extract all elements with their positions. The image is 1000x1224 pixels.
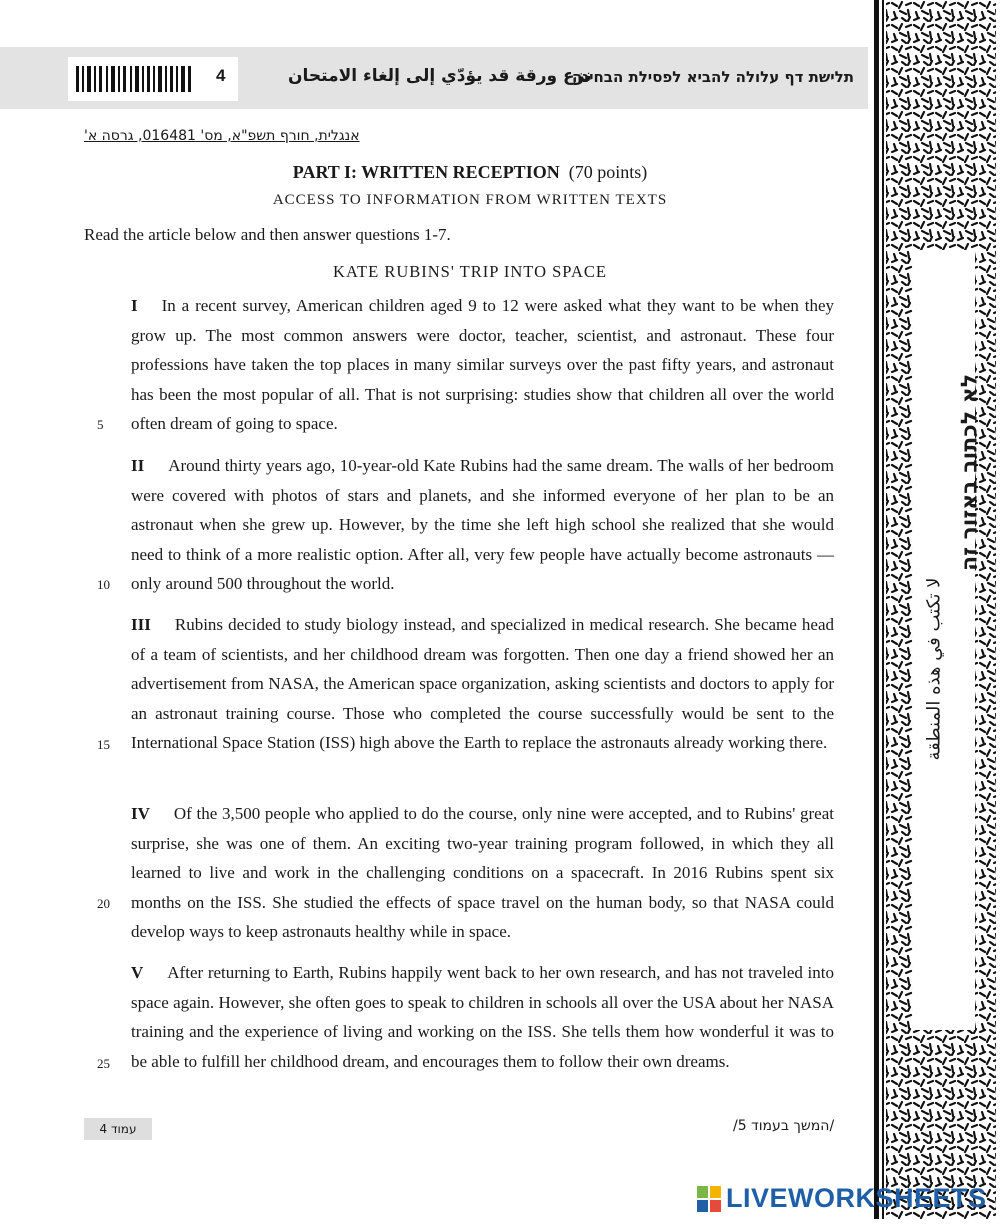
line-number: 20 [97,896,110,911]
part-title-main: PART I: WRITTEN RECEPTION [292,162,560,182]
line-number: 25 [97,1056,110,1071]
paragraph-number: V [131,963,144,982]
paragraph-number: IV [131,804,150,823]
part-title-points: (70 points) [568,162,648,182]
paragraph-number: I [131,296,138,315]
paragraph-number: III [131,615,151,634]
paragraph-text: After returning to Earth, Rubins happily went back to her own research, and has not traveled into space again. However, she often goes to speak to children in schools all over the USA about her NASA training and the experience of living and working on the ISS. She tells them how wonderful it was to be able to fulfill her childhood dream, and encourages them to follow their own dreams. [131,963,834,1071]
footer-page-tag: עמוד 4 [84,1118,152,1140]
paragraph-3 [131,610,834,758]
paragraph-number: II [131,456,145,475]
no-write-label [880,250,983,1030]
paragraph-text: In a recent survey, American children aged 9 to 12 were asked what they want to be when they grow up. The most common answers were doctor, teacher, scientist, and astronaut. These four professions have taken the top places in many similar surveys over the past fifty years, and astronaut has been the most popular of all. That is not surprising: studies show that children all over the world often dream of going to space. [131,296,834,434]
instruction: Read the article below and then answer questions 1-7. [84,225,451,244]
liveworksheets-logo[interactable]: LIVEWORKSHEETS [726,1183,987,1213]
paragraph-text: Rubins decided to study biology instead, and specialized in medical research. She became head of a team of scientists, and her childhood dream was forgotten. Then one day a friend showed her an advertisement from NASA, the American space organization, asking scientists and doctors to apply for an astronaut training course. Those who completed the course successfully would be sent to the International Space Station (ISS) high above the Earth to replace the astronauts already working there. [131,615,834,753]
line-number: 10 [97,577,110,592]
header-page-number: 4 [216,66,226,85]
line-number: 5 [97,417,104,432]
section-title: ACCESS TO INFORMATION FROM WRITTEN TEXTS [272,192,668,208]
paragraph-5 [131,958,834,1076]
paragraph-2 [131,451,834,599]
paragraph-4 [131,799,834,947]
paragraph-text: Of the 3,500 people who applied to do the course, only nine were accepted, and to Rubins' great surprise, she was one of them. An exciting two-year training program followed, in which they all learned to live and work in the challenging conditions on a spacecraft. In 2016 Rubins spent six months on the ISS. She studied the effects of space travel on the human body, so that NASA could develop ways to keep astronauts healthy while in space. [131,804,834,942]
header-arabic-note: نزع ورقة قد يؤدّي إلى إلغاء الامتحان [288,66,592,86]
footer-continued: /המשך בעמוד 5/ [733,1118,835,1134]
paragraph-text: Around thirty years ago, 10-year-old Kate Rubins had the same dream. The walls of her bedroom were covered with photos of stars and planets, and she informed everyone of her plan to be an astronaut when she grew up. However, by the time she left high school she realized that she would need to think of a more realistic option. After all, very few people have actually become astronauts — only around 500 throughout the world. [131,456,834,594]
line-number: 15 [97,737,110,752]
liveworksheets-logo-icon [697,1186,722,1212]
exam-info: אנגלית, חורף תשפ"א, מס' 016481, גרסה א' [84,128,360,144]
no-write-hebrew: לא לכתוב באזור זה [957,373,983,572]
barcode-icon [76,66,192,92]
paragraph-1 [131,291,834,439]
header-hebrew-note: תלישת דף עלולה להביא לפסילת הבחינה [571,68,854,86]
article-title: KATE RUBINS' TRIP INTO SPACE [333,262,607,281]
no-write-arabic: لا تكتب في هذه المنطقة [923,577,945,761]
part-title [0,162,940,183]
